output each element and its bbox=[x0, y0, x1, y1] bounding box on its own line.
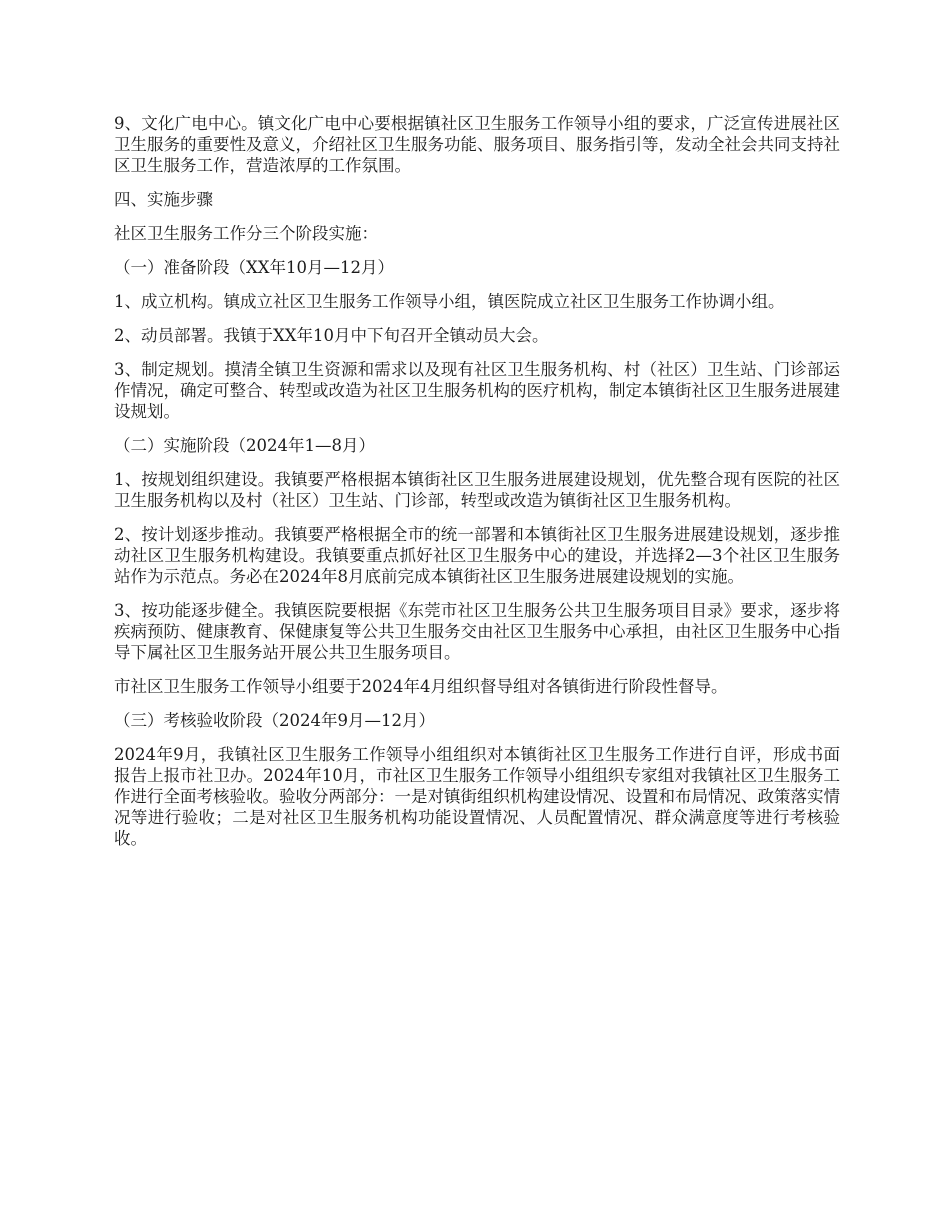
paragraph-improve-functions: 3、按功能逐步健全。我镇医院要根据《东莞市社区卫生服务公共卫生服务项目目录》要求，逐步将疾病预防、健康教育、保健康复等公共卫生服务交由社区卫生服务中心承担，由社区卫生服务中心指导下属社区卫生服务站开展公共卫生服务项目。 bbox=[114, 601, 840, 662]
document-body bbox=[114, 113, 840, 862]
section-heading-implementation-steps: 四、实施步骤 bbox=[114, 190, 213, 209]
paragraph-mobilization: 2、动员部署。我镇于XX年10月中下旬召开全镇动员大会。 bbox=[114, 326, 549, 345]
stage-heading-implementation: （二）实施阶段（2024年1—8月） bbox=[114, 436, 375, 455]
paragraph-three-stages-intro: 社区卫生服务工作分三个阶段实施： bbox=[114, 224, 378, 243]
stage-heading-preparation: （一）准备阶段（XX年10月—12月） bbox=[114, 258, 394, 277]
paragraph-supervision: 市社区卫生服务工作领导小组要于2024年4月组织督导组对各镇街进行阶段性督导。 bbox=[114, 677, 728, 696]
paragraph-culture-broadcast-center: 9、文化广电中心。镇文化广电中心要根据镇社区卫生服务工作领导小组的要求，广泛宣传进展社区卫生服务的重要性及意义，介绍社区卫生服务功能、服务项目、服务指引等，发动全社会共同支持社区卫生服务工作，营造浓厚的工作氛围。 bbox=[114, 114, 840, 175]
paragraph-build-by-plan: 1、按规划组织建设。我镇要严格根据本镇街社区卫生服务进展建设规划，优先整合现有医院的社区卫生服务机构以及村（社区）卫生站、门诊部，转型或改造为镇街社区卫生服务机构。 bbox=[114, 470, 840, 510]
stage-heading-assessment: （三）考核验收阶段（2024年9月—12月） bbox=[114, 711, 435, 730]
paragraph-establish-organization: 1、成立机构。镇成立社区卫生服务工作领导小组，镇医院成立社区卫生服务工作协调小组。 bbox=[114, 292, 785, 311]
paragraph-assessment-details: 2024年9月，我镇社区卫生服务工作领导小组组织对本镇街社区卫生服务工作进行自评，形成书面报告上报市社卫办。2024年10月，市社区卫生服务工作领导小组组织专家组对我镇社区卫生服务工作进行全面考核验收。验收分两部分：一是对镇街组织机构建设情况、设置和布局情况、政策落实情况等进行验收；二是对社区卫生服务机构功能设置情况、人员配置情况、群众满意度等进行考核验收。 bbox=[114, 745, 840, 848]
paragraph-planning: 3、制定规划。摸清全镇卫生资源和需求以及现有社区卫生服务机构、村（社区）卫生站、门诊部运作情况，确定可整合、转型或改造为社区卫生服务机构的医疗机构，制定本镇街社区卫生服务进展建设规划。 bbox=[114, 360, 840, 421]
paragraph-promote-by-plan: 2、按计划逐步推动。我镇要严格根据全市的统一部署和本镇街社区卫生服务进展建设规划，逐步推动社区卫生服务机构建设。我镇要重点抓好社区卫生服务中心的建设，并选择2—3个社区卫生服务站作为示范点。务必在2024年8月底前完成本镇街社区卫生服务进展建设规划的实施。 bbox=[114, 525, 840, 586]
